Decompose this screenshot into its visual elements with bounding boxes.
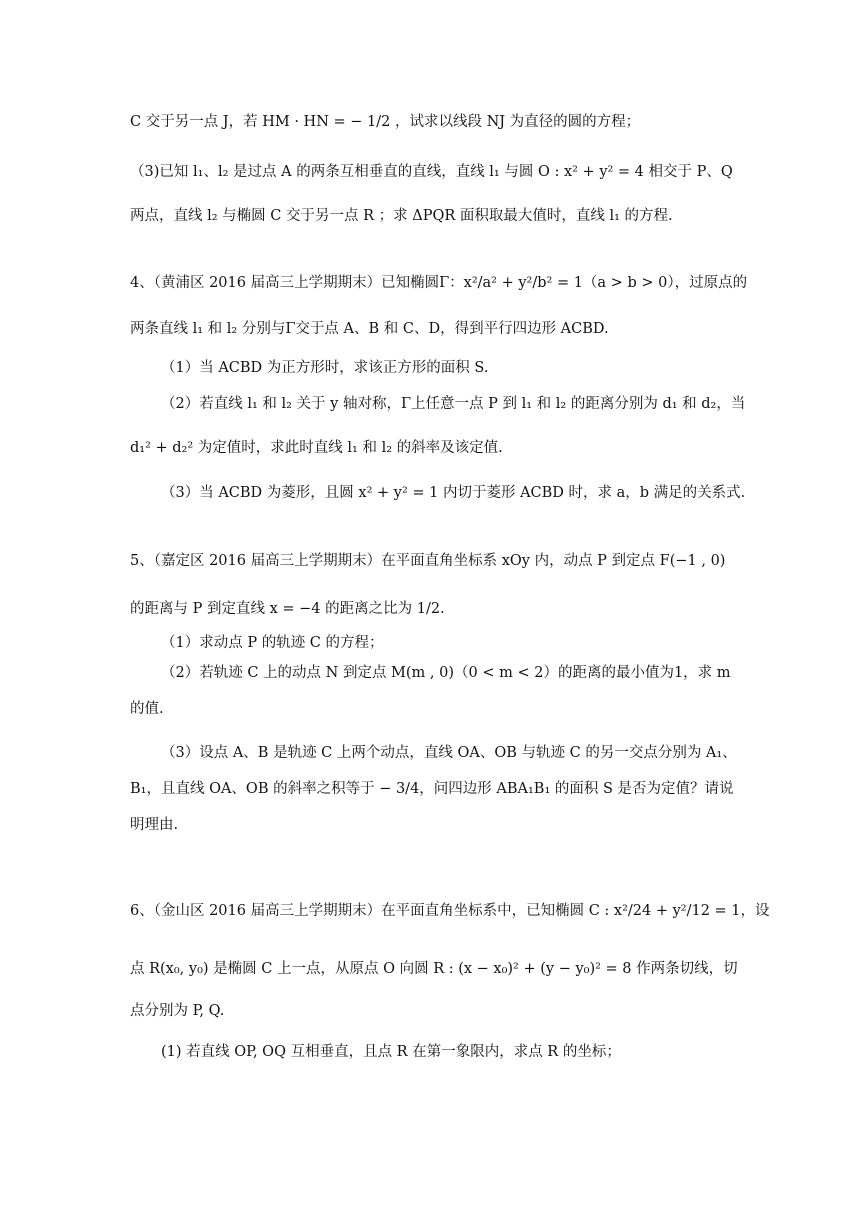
text-line: 点 R(x₀, y₀) 是椭圆 C 上一点，从原点 O 向圆 R : (x − x₀)² + (y − y₀)² = 8 作两条切线，切 (130, 961, 738, 977)
text-line: B₁，且直线 OA、OB 的斜率之积等于 − 3/4，问四边形 ABA₁B₁ 的面积 S 是否为定值？请说 (130, 781, 734, 797)
text-line: 两条直线 l₁ 和 l₂ 分别与Γ交于点 A、B 和 C、D，得到平行四边形 ACBD. (130, 321, 609, 337)
text-line: 5、（嘉定区 2016 届高三上学期期末）在平面直角坐标系 xOy 内，动点 P 到定点 F(−1 , 0) (130, 553, 726, 569)
text-line: 4、（黄浦区 2016 届高三上学期期末）已知椭圆Γ：x²/a² + y²/b² = 1（a > b > 0），过原点的 (130, 275, 748, 291)
text-line: d₁² + d₂² 为定值时，求此时直线 l₁ 和 l₂ 的斜率及该定值. (130, 440, 503, 456)
text-line: 点分别为 P, Q. (130, 1003, 225, 1019)
text-line: C 交于另一点 J，若 HM · HN = − 1/2 ，试求以线段 NJ 为直径的圆的方程； (130, 114, 641, 130)
text-line: （2）若直线 l₁ 和 l₂ 关于 y 轴对称，Γ上任意一点 P 到 l₁ 和 l₂ 的距离分别为 d₁ 和 d₂，当 (161, 396, 746, 412)
text-line: （2）若轨迹 C 上的动点 N 到定点 M(m , 0)（0 < m < 2）的距离的最小值为1，求 m (161, 665, 731, 681)
text-line: （3）当 ACBD 为菱形，且圆 x² + y² = 1 内切于菱形 ACBD 时，求 a，b 满足的关系式. (161, 485, 746, 501)
text-line: 明理由. (130, 817, 179, 833)
text-line: 的值. (130, 701, 164, 717)
text-line: (1) 若直线 OP, OQ 互相垂直，且点 R 在第一象限内，求点 R 的坐标； (161, 1044, 621, 1060)
text-line: 6、（金山区 2016 届高三上学期期末）在平面直角坐标系中，已知椭圆 C : x²/24 + y²/12 = 1，设 (130, 903, 770, 919)
text-line: （1）求动点 P 的轨迹 C 的方程； (161, 635, 384, 651)
text-line: （1）当 ACBD 为正方形时，求该正方形的面积 S. (161, 360, 489, 376)
text-line: （3）设点 A、B 是轨迹 C 上两个动点，直线 OA、OB 与轨迹 C 的另一交点分别为 A₁、 (161, 745, 737, 761)
text-line: 的距离与 P 到定直线 x = −4 的距离之比为 1/2. (130, 601, 445, 617)
text-line: （3)已知 l₁、l₂ 是过点 A 的两条互相垂直的直线，直线 l₁ 与圆 O : x² + y² = 4 相交于 P、Q (130, 164, 733, 180)
text-line: 两点，直线 l₂ 与椭圆 C 交于另一点 R ；求 ΔPQR 面积取最大值时，直线 l₁ 的方程. (130, 208, 673, 224)
